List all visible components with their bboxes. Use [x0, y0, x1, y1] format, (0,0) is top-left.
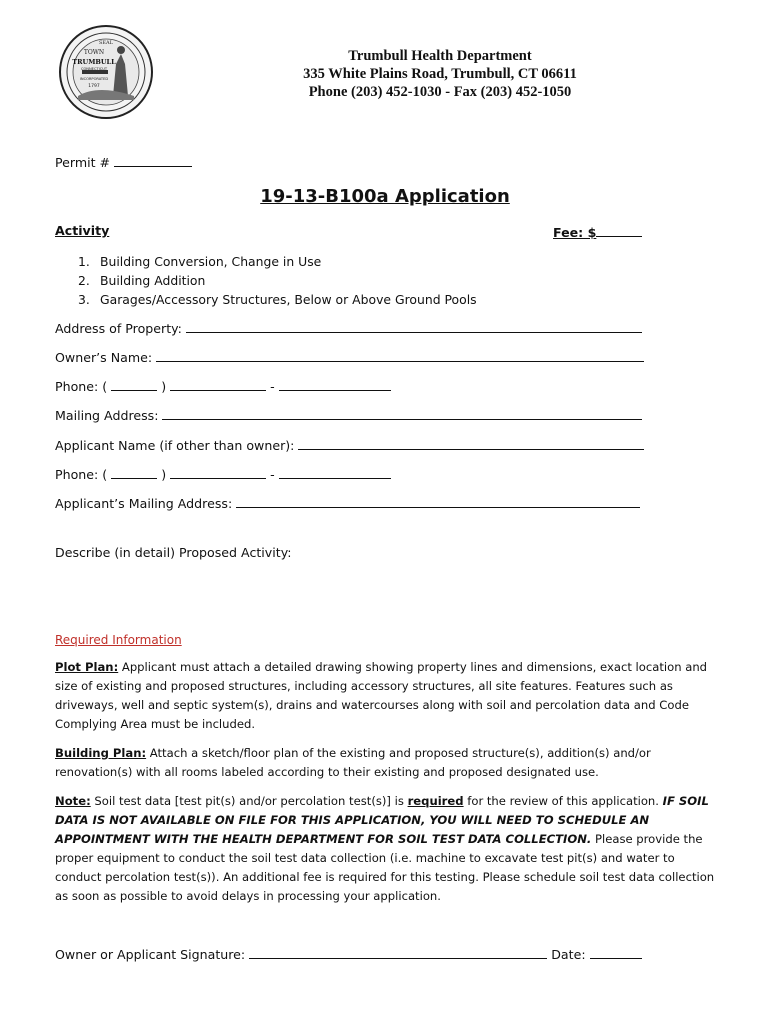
address-row	[55, 319, 642, 336]
signature-label: Owner or Applicant Signature:	[55, 947, 246, 962]
applicant-phone-prefix-field[interactable]	[170, 465, 266, 479]
fee-row	[553, 223, 642, 240]
permit-label: Permit #	[55, 155, 111, 170]
owner-name-label: Owner’s Name:	[55, 350, 153, 365]
signature-field[interactable]	[249, 945, 547, 959]
required-information-heading: Required Information	[55, 633, 182, 647]
applicant-mailing-row	[55, 494, 640, 511]
seal-name-text: TRUMBULL	[72, 58, 116, 66]
applicant-phone-row: Phone: ( ) -	[55, 465, 391, 482]
permit-number-row	[55, 153, 192, 170]
soil-data-warning: IF SOIL DATA IS NOT AVAILABLE ON FILE FOR THIS APPLICATION, YOU WILL NEED TO SCHEDULE AN APPOINTMENT WITH THE HEALTH DEPARTMENT FOR SOIL TEST DATA COLLECTION.	[55, 794, 709, 846]
address-field[interactable]	[186, 319, 642, 333]
town-seal-logo	[58, 24, 154, 120]
applicant-mailing-field[interactable]	[236, 494, 640, 508]
owner-name-field[interactable]	[156, 348, 644, 362]
describe-activity-label: Describe (in detail) Proposed Activity:	[55, 545, 292, 560]
permit-number-field[interactable]	[114, 153, 192, 167]
seal-state-text: CONNECTICUT	[80, 67, 108, 71]
owner-name-row	[55, 348, 644, 365]
activity-item[interactable]: 2. Building Addition	[78, 273, 206, 288]
seal-incorporated-text: INCORPORATED	[79, 77, 109, 81]
applicant-name-row	[55, 436, 644, 453]
date-field[interactable]	[590, 945, 642, 959]
address-label: Address of Property:	[55, 321, 182, 336]
applicant-name-label: Applicant Name (if other than owner):	[55, 438, 295, 453]
applicant-phone-area-code-field[interactable]	[111, 465, 157, 479]
owner-phone-number-field[interactable]	[279, 377, 391, 391]
owner-phone-prefix-field[interactable]	[170, 377, 266, 391]
department-address: 335 White Plains Road, Trumbull, CT 06611	[303, 66, 577, 82]
required-emphasis: required	[407, 794, 464, 808]
building-plan-text: Attach a sketch/floor plan of the existing and proposed structure(s), addition(s) and/or renovation(s) with all rooms labeled according to their existing and proposed designated use.	[55, 746, 651, 779]
seal-year-text: 1797	[88, 84, 100, 89]
owner-phone-label: Phone: (	[55, 379, 108, 394]
activity-heading: Activity	[55, 223, 110, 238]
applicant-mailing-label: Applicant’s Mailing Address:	[55, 496, 233, 511]
mailing-address-row	[55, 406, 642, 423]
owner-phone-row: Phone: ( ) -	[55, 377, 391, 394]
seal-top-text: SEAL	[98, 40, 114, 46]
applicant-name-field[interactable]	[298, 436, 644, 450]
fee-field[interactable]	[596, 223, 642, 237]
plot-plan-label: Plot Plan:	[55, 660, 119, 674]
plot-plan-paragraph	[55, 658, 720, 734]
fee-label: Fee: $	[553, 225, 597, 240]
applicant-phone-number-field[interactable]	[279, 465, 391, 479]
date-label: Date:	[551, 947, 586, 962]
activity-item[interactable]: 3. Garages/Accessory Structures, Below or Above Ground Pools	[78, 292, 477, 307]
department-name: Trumbull Health Department	[348, 48, 532, 64]
describe-activity-field[interactable]	[55, 565, 715, 625]
building-plan-label: Building Plan:	[55, 746, 147, 760]
page-title: 19-13-B100a Application	[260, 186, 510, 207]
activity-list	[78, 252, 477, 309]
signature-row	[55, 945, 642, 962]
activity-item[interactable]: 1. Building Conversion, Change in Use	[78, 254, 322, 269]
owner-phone-area-code-field[interactable]	[111, 377, 157, 391]
applicant-phone-label: Phone: (	[55, 467, 108, 482]
seal-town-text: TOWN	[83, 49, 105, 56]
mailing-address-label: Mailing Address:	[55, 408, 159, 423]
mailing-address-field[interactable]	[162, 406, 642, 420]
note-paragraph: Note: Soil test data [test pit(s) and/or percolation test(s)] is required for the review of this application. IF SOIL DATA IS NOT AVAILABLE ON FILE FOR THIS APPLICATION, YOU WILL NEED TO SCHEDULE AN APPOINTMENT WITH THE HEALTH DEPARTMENT FOR SOIL TEST DATA COLLECTION. Please provide the proper equipment to conduct the soil test data collection (i.e. machine to excavate test pit(s) and water to conduct percolation test(s)). An additional fee is required for this testing. Please schedule soil test data collection as soon as possible to avoid delays in processing your application.	[55, 794, 715, 903]
building-plan-paragraph	[55, 744, 720, 782]
department-phone-fax: Phone (203) 452-1030 - Fax (203) 452-1050	[308, 84, 572, 100]
plot-plan-text: Applicant must attach a detailed drawing showing property lines and dimensions, exact location and size of existing and proposed structures, including accessory structures, all site features. Features such as driveways, well and septic system(s), drains and watercourses along with soil and percolation data and Code Complying Area must be included.	[55, 660, 708, 731]
note-label: Note:	[55, 794, 91, 808]
